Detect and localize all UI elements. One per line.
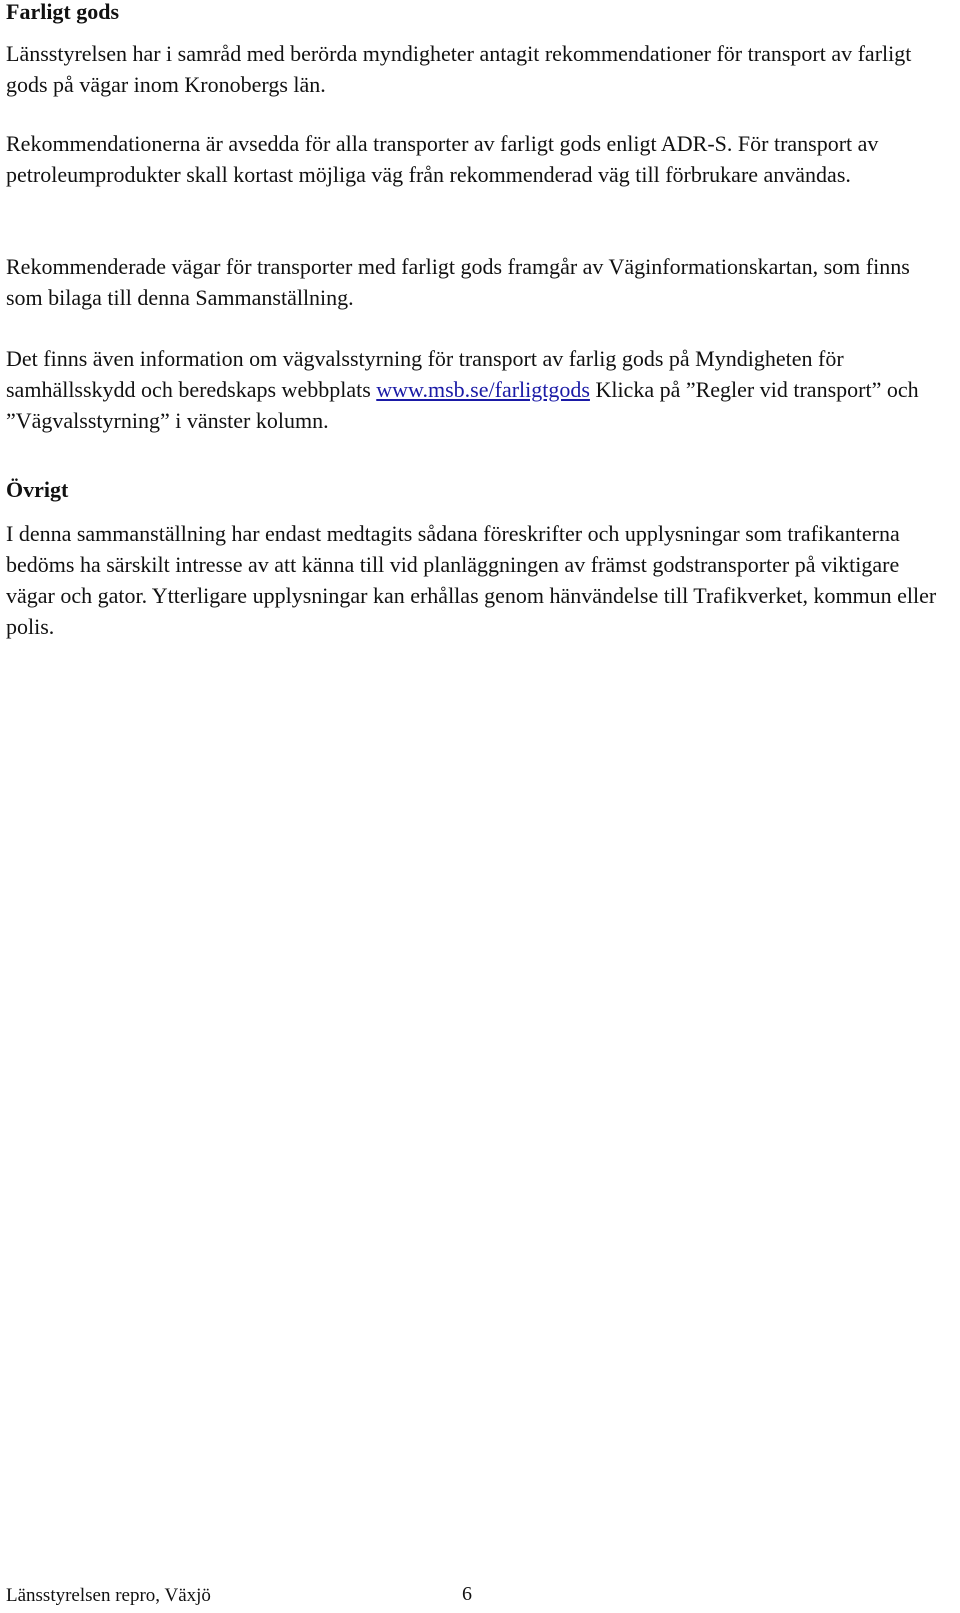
paragraph-intro: Länsstyrelsen har i samråd med berörda myndigheter antagit rekommendationer för transport av farligt gods på vägar inom Kronobergs län. <box>6 41 912 97</box>
paragraph-ovrigt: I denna sammanställning har endast medtagits sådana föreskrifter och upplysningar som trafikanterna bedöms ha särskilt intresse av att känna till vid planläggningen av främst godstransporter på viktigare vägar och gator. Ytterligare upplysningar kan erhållas genom hänvändelse till Trafikverket, kommun eller polis. <box>6 521 937 639</box>
footer-page-number: 6 <box>462 1583 472 1605</box>
footer-publisher: Länsstyrelsen repro, Växjö <box>6 1585 211 1606</box>
section-heading-farligt-gods: Farligt gods <box>6 0 120 24</box>
section-heading-ovrigt: Övrigt <box>6 477 69 502</box>
paragraph-msb-info <box>6 343 941 436</box>
paragraph-msb-text-after: Klicka på ”Regler vid transport” och ”Vägvalsstyrning” i vänster kolumn. <box>6 377 919 433</box>
paragraph-msb-text-before: Det finns även information om vägvalsstyrning för transport av farlig gods på Myndigheten för samhällsskydd och beredskaps webbplats <box>6 346 844 402</box>
paragraph-adr: Rekommendationerna är avsedda för alla transporter av farligt gods enligt ADR-S. För transport av petroleumprodukter skall kortast möjliga väg från rekommenderad väg till förbrukare användas. <box>6 131 879 187</box>
msb-link[interactable]: www.msb.se/farligtgods <box>376 377 590 402</box>
paragraph-recommended-roads: Rekommenderade vägar för transporter med farligt gods framgår av Väginformationskartan, som finns som bilaga till denna Sammanställning. <box>6 254 910 310</box>
